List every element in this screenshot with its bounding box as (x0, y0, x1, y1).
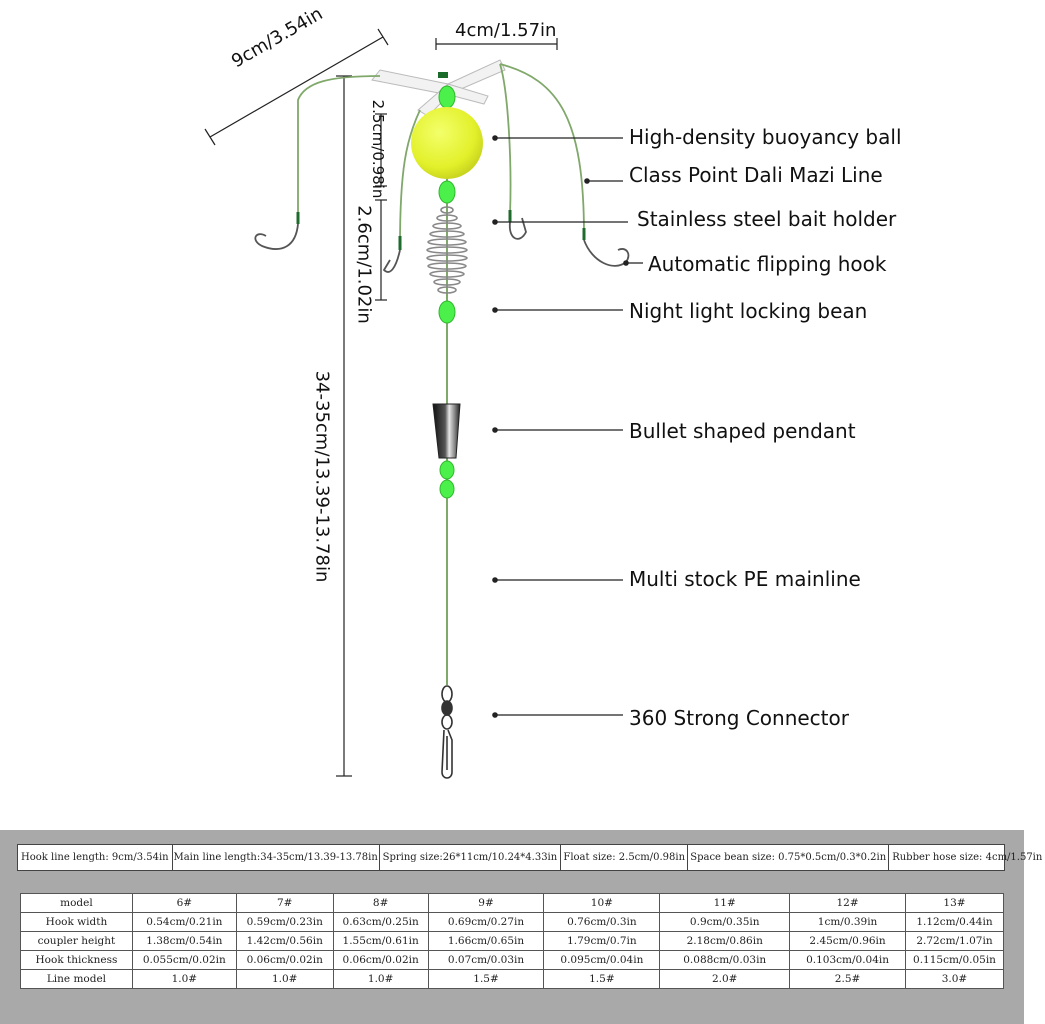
table-cell: 1.0# (236, 970, 333, 989)
table-cell: 0.06cm/0.02in (236, 951, 333, 970)
table-cell: 2.72cm/1.07in (905, 932, 1003, 951)
hose-connector (438, 72, 448, 78)
callout-leaders (493, 136, 643, 717)
bullet-pendant (433, 404, 460, 458)
callout-bullet-pendant: Bullet shaped pendant (629, 419, 856, 443)
table-cell: 1.0# (132, 970, 236, 989)
table-cell: 11# (660, 894, 790, 913)
spec-hook-line-length: Hook line length: 9cm/3.54in (18, 845, 173, 870)
hook-span-label: 9cm/3.54in (228, 3, 327, 73)
table-cell: 1.42cm/0.56in (236, 932, 333, 951)
table-cell: 0.115cm/0.05in (905, 951, 1003, 970)
table-cell: 12# (790, 894, 906, 913)
table-cell: 0.76cm/0.3in (544, 913, 660, 932)
table-cell: 9# (428, 894, 544, 913)
table-cell: 13# (905, 894, 1003, 913)
hose-span-label: 4cm/1.57in (455, 20, 557, 41)
spec-panel (0, 830, 1043, 1024)
callout-strong-connector: 360 Strong Connector (629, 706, 849, 730)
callout-mazi-line: Class Point Dali Mazi Line (629, 163, 883, 187)
table-cell: 7# (236, 894, 333, 913)
table-cell: 0.69cm/0.27in (428, 913, 544, 932)
table-cell: 1.66cm/0.65in (428, 932, 544, 951)
table-row (21, 932, 1004, 951)
table-cell: 10# (544, 894, 660, 913)
table-cell: 1.12cm/0.44in (905, 913, 1003, 932)
swivel-connector (442, 686, 452, 778)
callout-buoyancy-ball: High-density buoyancy ball (629, 125, 902, 149)
table-cell: 1.5# (428, 970, 544, 989)
table-row (21, 913, 1004, 932)
spec-rubber-hose-size: Rubber hose size: 4cm/1.57in (892, 852, 1043, 863)
table-row-header: model (21, 894, 133, 913)
table-cell: 1.0# (333, 970, 428, 989)
table-cell: 2.0# (660, 970, 790, 989)
spec-spring-size: Spring size:26*11cm/10.24*4.33in (380, 845, 562, 870)
table-row (21, 970, 1004, 989)
table-cell: 1.79cm/0.7in (544, 932, 660, 951)
table-row (21, 951, 1004, 970)
table-cell: 0.095cm/0.04in (544, 951, 660, 970)
holder-height-label: 2.6cm/1.02in (353, 205, 375, 324)
spec-main-line-length: Main line length:34-35cm/13.39-13.78in (173, 845, 380, 870)
table-cell: 8# (333, 894, 428, 913)
table-row-header: coupler height (21, 932, 133, 951)
table-cell: 1.5# (544, 970, 660, 989)
table-cell: 6# (132, 894, 236, 913)
rubber-hose-arms (372, 60, 505, 116)
hook-span-dimension-line (205, 29, 388, 145)
callout-locking-bean: Night light locking bean (629, 299, 868, 323)
spec-space-bean-size: Space bean size: 0.75*0.5cm/0.3*0.2in (688, 845, 889, 870)
callout-pe-mainline: Multi stock PE mainline (629, 567, 861, 591)
buoyancy-ball (411, 107, 483, 179)
table-cell: 2.45cm/0.96in (790, 932, 906, 951)
table-cell: 0.59cm/0.23in (236, 913, 333, 932)
table-cell: 0.088cm/0.03in (660, 951, 790, 970)
table-cell: 0.07cm/0.03in (428, 951, 544, 970)
spec-float-size: Float size: 2.5cm/0.98in (561, 845, 688, 870)
table-cell: 3.0# (905, 970, 1003, 989)
table-cell: 0.9cm/0.35in (660, 913, 790, 932)
table-cell: 0.54cm/0.21in (132, 913, 236, 932)
table-cell: 2.5# (790, 970, 906, 989)
table-cell: 1cm/0.39in (790, 913, 906, 932)
float-height-label: 2.5cm/0.98in (369, 99, 387, 199)
table-row-header: Hook thickness (21, 951, 133, 970)
table-cell: 2.18cm/0.86in (660, 932, 790, 951)
total-length-label: 34-35cm/13.39-13.78in (311, 370, 333, 583)
table-cell: 0.06cm/0.02in (333, 951, 428, 970)
table-cell: 0.103cm/0.04in (790, 951, 906, 970)
table-cell: 1.38cm/0.54in (132, 932, 236, 951)
table-cell: 1.55cm/0.61in (333, 932, 428, 951)
table-row-header: Hook width (21, 913, 133, 932)
table-row-header: Line model (21, 970, 133, 989)
table-row (21, 894, 1004, 913)
table-cell: 0.055cm/0.02in (132, 951, 236, 970)
holder-height-dimension-line (375, 200, 387, 300)
callout-bait-holder: Stainless steel bait holder (637, 207, 897, 231)
table-cell: 0.63cm/0.25in (333, 913, 428, 932)
total-length-dimension-line (336, 76, 352, 776)
spec-summary-bar (17, 844, 1043, 871)
callout-flipping-hook: Automatic flipping hook (648, 252, 887, 276)
model-spec-table (20, 893, 1004, 989)
